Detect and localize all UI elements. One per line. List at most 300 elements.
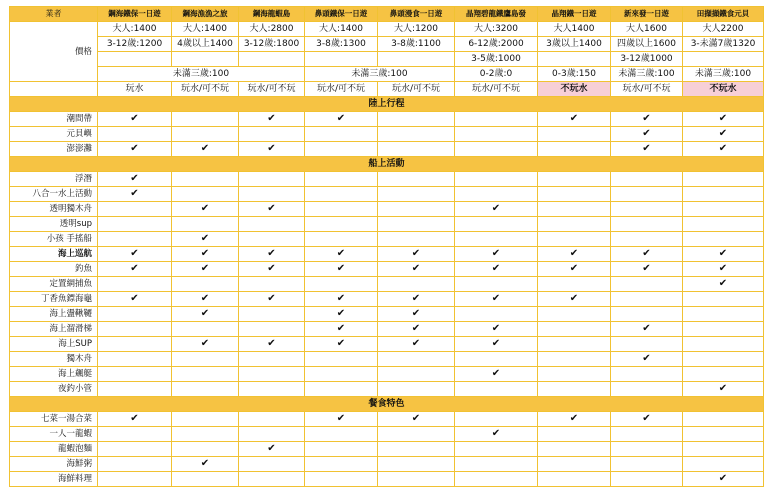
water-cell: 玩水 — [98, 82, 172, 97]
availability-cell — [305, 217, 378, 232]
availability-cell — [611, 247, 683, 262]
activity-label: 潮間帶 — [10, 112, 98, 127]
availability-cell — [683, 187, 764, 202]
availability-cell — [378, 292, 455, 307]
availability-cell — [98, 367, 172, 382]
availability-cell — [538, 217, 611, 232]
check-icon: ✔ — [267, 338, 276, 349]
availability-cell — [538, 442, 611, 457]
availability-cell — [239, 127, 305, 142]
price-cell — [378, 52, 455, 67]
activity-row — [10, 337, 764, 352]
availability-cell — [239, 292, 305, 307]
availability-cell — [611, 142, 683, 157]
check-icon: ✔ — [336, 338, 346, 349]
check-icon: ✔ — [491, 203, 501, 214]
price-cell: 4歲以上1400 — [172, 37, 239, 52]
availability-cell — [239, 352, 305, 367]
availability-cell — [239, 472, 305, 487]
activity-label: 夜釣小管 — [10, 382, 98, 397]
check-icon: ✔ — [642, 413, 651, 424]
check-icon: ✔ — [411, 293, 421, 304]
availability-cell — [455, 382, 538, 397]
availability-cell — [172, 112, 239, 127]
check-icon: ✔ — [267, 443, 276, 454]
availability-cell — [611, 367, 683, 382]
availability-cell — [683, 412, 764, 427]
activity-label: 澎澎灘 — [10, 142, 98, 157]
availability-cell — [378, 412, 455, 427]
availability-cell — [172, 412, 239, 427]
water-cell: 玩水/可不玩 — [611, 82, 683, 97]
price-row-adult — [10, 22, 764, 37]
availability-cell — [611, 322, 683, 337]
availability-cell — [538, 277, 611, 292]
availability-cell — [455, 337, 538, 352]
availability-cell — [172, 172, 239, 187]
availability-cell — [538, 337, 611, 352]
water-cell-no-water: 不玩水 — [538, 82, 611, 97]
availability-cell — [455, 427, 538, 442]
check-icon: ✔ — [200, 143, 210, 154]
check-icon: ✔ — [267, 113, 276, 124]
activity-row — [10, 127, 764, 142]
availability-cell — [98, 292, 172, 307]
availability-cell — [378, 187, 455, 202]
availability-cell — [538, 262, 611, 277]
header-row — [10, 7, 764, 22]
availability-cell — [683, 172, 764, 187]
activity-row — [10, 442, 764, 457]
vendor-header: 鋼海龍蝦島 — [239, 7, 305, 22]
availability-cell — [98, 457, 172, 472]
check-icon: ✔ — [200, 248, 210, 259]
under3-price: 0-2歲:0 — [455, 67, 538, 82]
check-icon: ✔ — [200, 203, 210, 214]
availability-cell — [378, 457, 455, 472]
availability-cell — [538, 322, 611, 337]
availability-cell — [683, 472, 764, 487]
check-icon: ✔ — [200, 338, 210, 349]
availability-cell — [455, 187, 538, 202]
availability-cell — [172, 442, 239, 457]
check-icon: ✔ — [200, 308, 210, 319]
vendor-header: 鼻頭漫食一日遊 — [378, 7, 455, 22]
check-icon: ✔ — [642, 323, 651, 334]
price-cell: 大人:3200 — [455, 22, 538, 37]
check-icon: ✔ — [491, 248, 501, 259]
check-icon: ✔ — [491, 338, 501, 349]
check-icon: ✔ — [267, 293, 276, 304]
availability-cell — [611, 262, 683, 277]
activity-row — [10, 187, 764, 202]
activity-row — [10, 292, 764, 307]
check-icon: ✔ — [642, 113, 651, 124]
activity-label: 丁香魚鏢海龜 — [10, 292, 98, 307]
price-cell: 3-未滿7歲1320 — [683, 37, 764, 52]
activity-label: 七菜一湯合菜 — [10, 412, 98, 427]
check-icon: ✔ — [200, 293, 210, 304]
availability-cell — [455, 442, 538, 457]
availability-cell — [378, 247, 455, 262]
availability-cell — [305, 142, 378, 157]
availability-cell — [611, 472, 683, 487]
availability-cell — [305, 337, 378, 352]
price-row-child — [10, 37, 764, 52]
availability-cell — [538, 292, 611, 307]
check-icon: ✔ — [718, 278, 728, 289]
availability-cell — [455, 307, 538, 322]
corner-label: 業者 — [10, 7, 98, 22]
check-icon: ✔ — [718, 128, 728, 139]
availability-cell — [172, 457, 239, 472]
check-icon: ✔ — [411, 413, 421, 424]
availability-cell — [611, 307, 683, 322]
availability-cell — [683, 202, 764, 217]
availability-cell — [305, 277, 378, 292]
check-icon: ✔ — [200, 233, 210, 244]
price-cell: 3-12歲1000 — [611, 52, 683, 67]
availability-cell — [239, 322, 305, 337]
comparison-table-container — [9, 6, 764, 487]
availability-cell — [98, 172, 172, 187]
availability-cell — [172, 247, 239, 262]
section-header-row — [10, 97, 764, 112]
check-icon: ✔ — [569, 248, 579, 259]
availability-cell — [172, 352, 239, 367]
activity-label: 海上巡航 — [10, 247, 98, 262]
availability-cell — [683, 292, 764, 307]
activity-row — [10, 322, 764, 337]
activity-label: 釣魚 — [10, 262, 98, 277]
availability-cell — [305, 262, 378, 277]
check-icon: ✔ — [411, 323, 421, 334]
availability-cell — [378, 442, 455, 457]
water-cell-no-water: 不玩水 — [683, 82, 764, 97]
price-cell: 大人:2800 — [239, 22, 305, 37]
availability-cell — [455, 247, 538, 262]
availability-cell — [683, 127, 764, 142]
availability-cell — [611, 187, 683, 202]
section-header-row — [10, 397, 764, 412]
availability-cell — [172, 472, 239, 487]
water-cell: 玩水/可不玩 — [305, 82, 378, 97]
availability-cell — [611, 112, 683, 127]
activity-label: 獨木舟 — [10, 352, 98, 367]
availability-cell — [611, 202, 683, 217]
activity-label: 透明sup — [10, 217, 98, 232]
check-icon: ✔ — [718, 473, 728, 484]
activity-row — [10, 112, 764, 127]
availability-cell — [683, 427, 764, 442]
check-icon: ✔ — [569, 413, 579, 424]
check-icon: ✔ — [336, 248, 346, 259]
availability-cell — [305, 352, 378, 367]
availability-cell — [683, 442, 764, 457]
vendor-header: 鼻頭鐵保一日遊 — [305, 7, 378, 22]
availability-cell — [239, 337, 305, 352]
price-row-under3 — [10, 67, 764, 82]
availability-cell — [378, 337, 455, 352]
availability-cell — [611, 457, 683, 472]
activity-row — [10, 142, 764, 157]
check-icon: ✔ — [336, 293, 346, 304]
availability-cell — [538, 472, 611, 487]
under3-price: 未滿三歲:100 — [611, 67, 683, 82]
section-title: 餐食特色 — [10, 397, 764, 412]
price-cell: 大人:1400 — [98, 22, 172, 37]
activity-label: 海鮮料理 — [10, 472, 98, 487]
check-icon: ✔ — [718, 113, 728, 124]
availability-cell — [455, 292, 538, 307]
price-cell: 大人:1200 — [378, 22, 455, 37]
availability-cell — [98, 232, 172, 247]
availability-cell — [305, 382, 378, 397]
price-cell: 3歲以上1400 — [538, 37, 611, 52]
availability-cell — [378, 307, 455, 322]
availability-cell — [172, 292, 239, 307]
check-icon: ✔ — [130, 263, 139, 274]
availability-cell — [455, 127, 538, 142]
availability-cell — [538, 352, 611, 367]
availability-cell — [538, 307, 611, 322]
availability-cell — [378, 217, 455, 232]
check-icon: ✔ — [569, 293, 579, 304]
availability-cell — [378, 172, 455, 187]
availability-cell — [455, 202, 538, 217]
check-icon: ✔ — [200, 263, 210, 274]
water-label-empty — [10, 82, 98, 97]
availability-cell — [611, 442, 683, 457]
vendor-header: 鋼海漁漁之旅 — [172, 7, 239, 22]
availability-cell — [378, 367, 455, 382]
availability-cell — [172, 232, 239, 247]
price-cell — [305, 52, 378, 67]
check-icon: ✔ — [130, 413, 139, 424]
availability-cell — [98, 352, 172, 367]
availability-cell — [239, 232, 305, 247]
check-icon: ✔ — [336, 323, 346, 334]
price-cell: 3-5歲:1000 — [455, 52, 538, 67]
availability-cell — [305, 127, 378, 142]
availability-cell — [172, 127, 239, 142]
availability-cell — [455, 172, 538, 187]
check-icon: ✔ — [642, 353, 651, 364]
availability-cell — [98, 142, 172, 157]
vendor-header: 田擷擷鐵食元貝 — [683, 7, 764, 22]
vendor-header: 新來發一日遊 — [611, 7, 683, 22]
price-cell — [239, 52, 305, 67]
price-cell — [683, 52, 764, 67]
availability-cell — [378, 262, 455, 277]
check-icon: ✔ — [130, 173, 139, 184]
availability-cell — [98, 112, 172, 127]
availability-cell — [98, 307, 172, 322]
check-icon: ✔ — [130, 113, 139, 124]
availability-cell — [239, 142, 305, 157]
check-icon: ✔ — [267, 248, 276, 259]
vendor-header: 鋼海鐵保一日遊 — [98, 7, 172, 22]
price-cell: 大人2200 — [683, 22, 764, 37]
availability-cell — [172, 262, 239, 277]
availability-cell — [683, 322, 764, 337]
availability-cell — [611, 412, 683, 427]
check-icon: ✔ — [491, 293, 501, 304]
activity-row — [10, 307, 764, 322]
availability-cell — [455, 367, 538, 382]
availability-cell — [538, 427, 611, 442]
availability-cell — [98, 382, 172, 397]
check-icon: ✔ — [130, 293, 139, 304]
availability-cell — [378, 352, 455, 367]
check-icon: ✔ — [718, 248, 728, 259]
availability-cell — [378, 112, 455, 127]
availability-cell — [611, 292, 683, 307]
check-icon: ✔ — [411, 308, 421, 319]
check-icon: ✔ — [718, 143, 728, 154]
availability-cell — [239, 112, 305, 127]
availability-cell — [305, 232, 378, 247]
availability-cell — [239, 367, 305, 382]
price-cell — [98, 52, 172, 67]
availability-cell — [98, 412, 172, 427]
availability-cell — [98, 337, 172, 352]
section-title: 陸上行程 — [10, 97, 764, 112]
availability-cell — [239, 442, 305, 457]
availability-cell — [172, 367, 239, 382]
check-icon: ✔ — [718, 263, 728, 274]
activity-label: 海上飆艇 — [10, 367, 98, 382]
availability-cell — [98, 277, 172, 292]
availability-cell — [172, 322, 239, 337]
availability-cell — [683, 277, 764, 292]
availability-cell — [378, 382, 455, 397]
price-cell — [538, 52, 611, 67]
section-title: 船上活動 — [10, 157, 764, 172]
availability-cell — [611, 232, 683, 247]
availability-cell — [98, 427, 172, 442]
availability-cell — [611, 127, 683, 142]
availability-cell — [378, 202, 455, 217]
availability-cell — [172, 217, 239, 232]
availability-cell — [538, 202, 611, 217]
vendor-comparison-table — [9, 6, 764, 487]
availability-cell — [378, 142, 455, 157]
availability-cell — [239, 172, 305, 187]
availability-cell — [305, 172, 378, 187]
price-cell: 3-8歲:1300 — [305, 37, 378, 52]
availability-cell — [455, 472, 538, 487]
availability-cell — [98, 247, 172, 262]
availability-cell — [611, 382, 683, 397]
price-cell: 大人:1400 — [172, 22, 239, 37]
availability-cell — [239, 262, 305, 277]
availability-cell — [538, 172, 611, 187]
activity-label: 海上溜滑梯 — [10, 322, 98, 337]
availability-cell — [455, 262, 538, 277]
availability-cell — [683, 232, 764, 247]
availability-cell — [611, 427, 683, 442]
check-icon: ✔ — [200, 458, 210, 469]
availability-cell — [172, 382, 239, 397]
activity-row — [10, 367, 764, 382]
price-label: 價格 — [10, 22, 98, 82]
availability-cell — [455, 457, 538, 472]
availability-cell — [305, 472, 378, 487]
check-icon: ✔ — [130, 143, 139, 154]
availability-cell — [455, 412, 538, 427]
price-cell: 3-12歲:1800 — [239, 37, 305, 52]
price-cell: 四歲以上1600 — [611, 37, 683, 52]
activity-label: 小孩 手搖船 — [10, 232, 98, 247]
availability-cell — [305, 367, 378, 382]
availability-cell — [305, 292, 378, 307]
availability-cell — [98, 187, 172, 202]
availability-cell — [538, 412, 611, 427]
price-cell: 大人1400 — [538, 22, 611, 37]
activity-row — [10, 247, 764, 262]
availability-cell — [98, 202, 172, 217]
check-icon: ✔ — [267, 203, 276, 214]
price-cell — [172, 52, 239, 67]
water-cell: 玩水/可不玩 — [378, 82, 455, 97]
check-icon: ✔ — [411, 263, 421, 274]
availability-cell — [172, 427, 239, 442]
availability-cell — [172, 142, 239, 157]
under3-price: 0-3歲:150 — [538, 67, 611, 82]
availability-cell — [455, 277, 538, 292]
availability-cell — [305, 322, 378, 337]
availability-cell — [98, 127, 172, 142]
activity-row — [10, 457, 764, 472]
check-icon: ✔ — [130, 248, 139, 259]
activity-row — [10, 472, 764, 487]
activity-row — [10, 427, 764, 442]
check-icon: ✔ — [569, 113, 579, 124]
availability-cell — [683, 262, 764, 277]
availability-cell — [305, 412, 378, 427]
availability-cell — [538, 142, 611, 157]
availability-cell — [98, 322, 172, 337]
availability-cell — [305, 457, 378, 472]
vendor-header: 晶翔鐵一日遊 — [538, 7, 611, 22]
availability-cell — [683, 337, 764, 352]
availability-cell — [98, 262, 172, 277]
under3-price: 未滿三歲:100 — [98, 67, 305, 82]
activity-label: 浮潛 — [10, 172, 98, 187]
check-icon: ✔ — [642, 128, 651, 139]
availability-cell — [683, 307, 764, 322]
activity-row — [10, 262, 764, 277]
availability-cell — [172, 307, 239, 322]
check-icon: ✔ — [267, 143, 276, 154]
activity-label: 透明獨木舟 — [10, 202, 98, 217]
availability-cell — [683, 112, 764, 127]
activity-row — [10, 232, 764, 247]
availability-cell — [538, 367, 611, 382]
availability-cell — [172, 187, 239, 202]
water-cell: 玩水/可不玩 — [455, 82, 538, 97]
activity-label: 一人一龍蝦 — [10, 427, 98, 442]
availability-cell — [172, 337, 239, 352]
check-icon: ✔ — [336, 413, 346, 424]
availability-cell — [239, 457, 305, 472]
activity-label: 海上SUP — [10, 337, 98, 352]
price-cell: 6-12歲:2000 — [455, 37, 538, 52]
availability-cell — [305, 247, 378, 262]
activity-label: 元貝嶼 — [10, 127, 98, 142]
under3-price: 未滿三歲:100 — [305, 67, 455, 82]
